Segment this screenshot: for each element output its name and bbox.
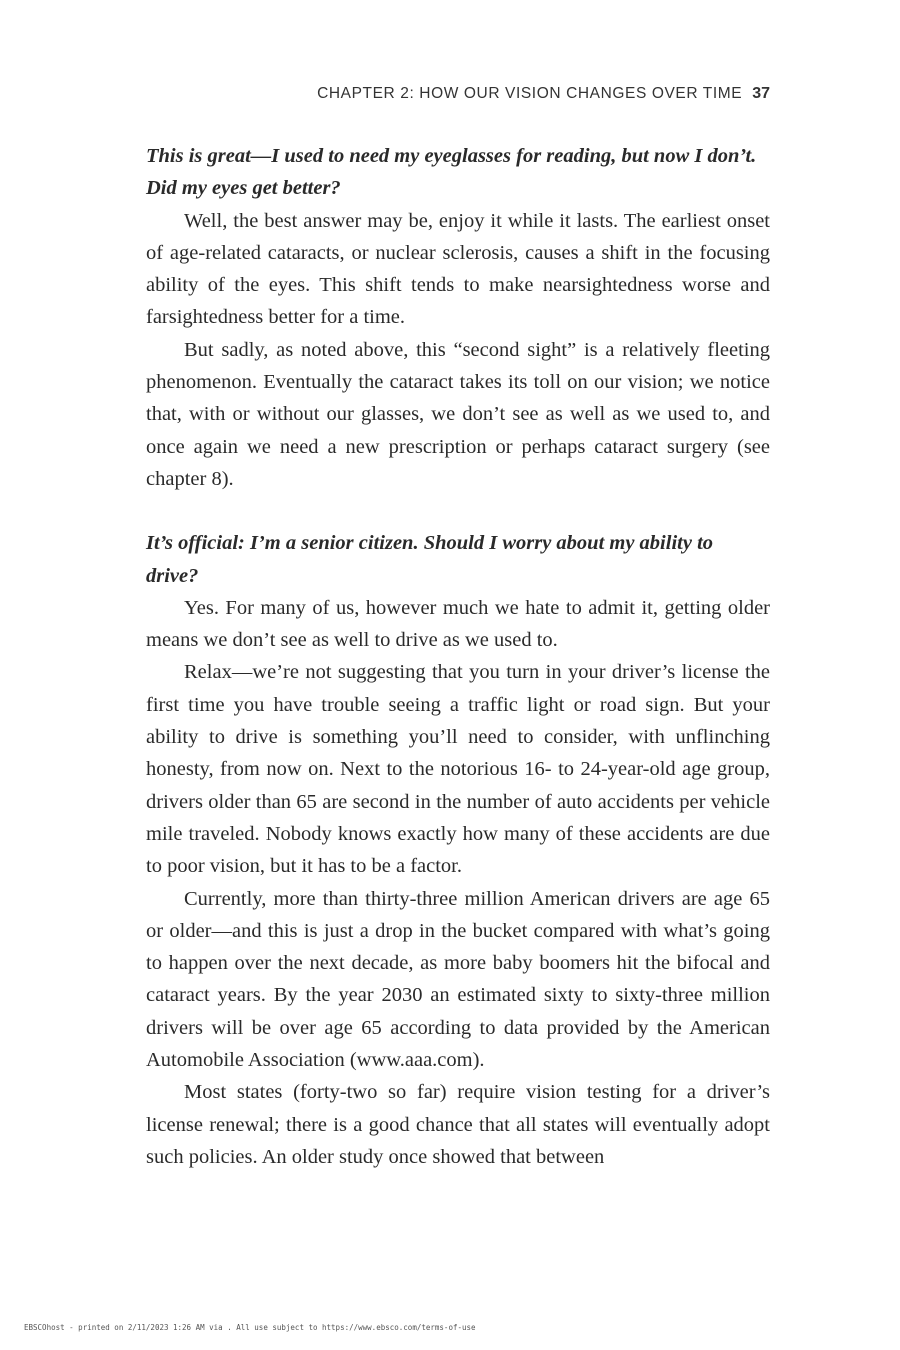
body-text — [146, 140, 770, 1173]
print-footer: EBSCOhost - printed on 2/11/2023 1:26 AM via . All use subject to https://www.ebsco.com/terms-of-use — [24, 1323, 476, 1332]
paragraph: But sadly, as noted above, this “second sight” is a relatively fleeting phenomenon. Eventually the cataract takes its toll on our vision; we notice that, with or without our glasses, we don’t see as well as we used to, and once again we need a new prescription or perhaps cataract surgery (see chapter 8). — [146, 338, 770, 490]
chapter-title: CHAPTER 2: HOW OUR VISION CHANGES OVER TIME — [317, 85, 743, 102]
paragraph: Relax—we’re not suggesting that you turn in your driver’s license the first time you have trouble seeing a traffic light or road sign. But your ability to drive is something you’ll need to consider, with unflinching honesty, from now on. Next to the notorious 16- to 24-year-old age group, drivers older than 65 are second in the number of auto accidents per vehicle mile traveled. Nobody knows exactly how many of these accidents are due to poor vision, but it has to be a factor. — [146, 661, 770, 878]
running-head — [317, 85, 770, 103]
paragraph: Well, the best answer may be, enjoy it while it lasts. The earliest onset of age-related cataracts, or nuclear sclerosis, causes a shift in the focusing ability of the eyes. This shift tends to make nearsightedness worse and farsightedness better for a time. — [146, 209, 770, 329]
paragraph: Most states (forty-two so far) require vision testing for a driver’s license renewal; there is a good chance that all states will eventually adopt such policies. An older study once showed that between — [146, 1081, 770, 1168]
question-heading: It’s official: I’m a senior citizen. Should I worry about my ability to drive? — [146, 532, 714, 587]
page-number: 37 — [752, 85, 770, 102]
question-heading: This is great—I used to need my eyeglasses for reading, but now I don’t. Did my eyes get better? — [146, 145, 757, 200]
paragraph: Currently, more than thirty-three million American drivers are age 65 or older—and this is just a drop in the bucket compared with what’s going to happen over the next decade, as more baby boomers hit the bifocal and cataract years. By the year 2030 an estimated sixty to sixty-three million drivers will be over age 65 according to data provided by the American Automobile Association (www.aaa.com). — [146, 887, 770, 1072]
paragraph: Yes. For many of us, however much we hate to admit it, getting older means we don’t see as well to drive as we used to. — [146, 596, 770, 652]
